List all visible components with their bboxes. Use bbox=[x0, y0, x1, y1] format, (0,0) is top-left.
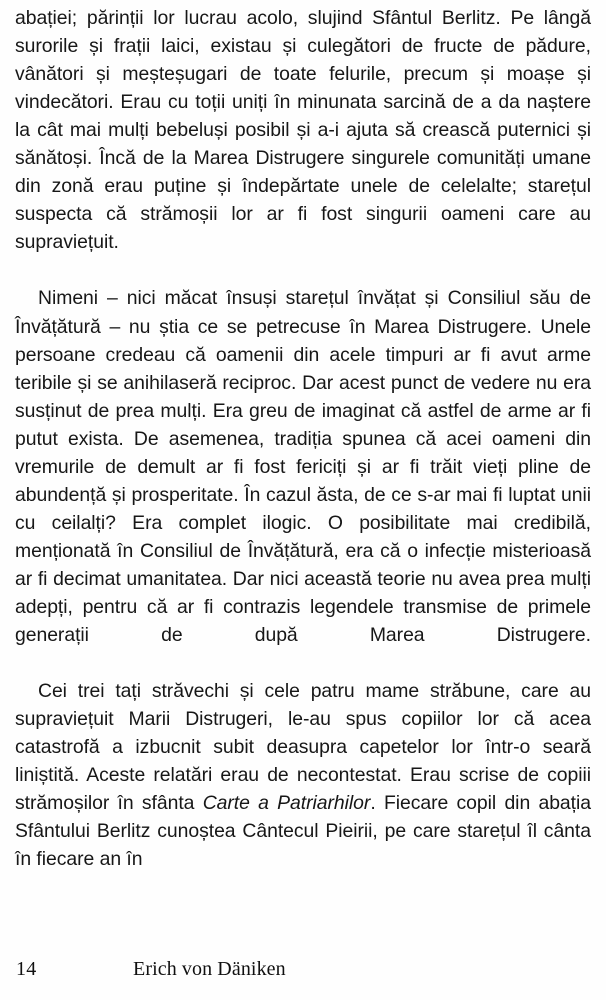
page-number: 14 bbox=[16, 958, 37, 980]
running-head-author: Erich von Däniken bbox=[133, 958, 286, 980]
paragraph-2: Nimeni – nici măcat însuși starețul învățat și Consiliul său de Învățătură – nu știa ce se petrecuse în Marea Distrugere. Unele persoane credeau că oamenii din acele timpuri ar fi avut arme teribile și se anihilaseră reciproc. Dar acest punct de vedere nu era susținut de prea mulți. Era greu de imaginat că astfel de arme ar fi putut exista. De asemenea, tradiția spunea că acei oameni din vremurile de demult ar fi fost fericiți și ar fi trăit vieți pline de abundență și prosperitate. În cazul ăsta, de ce s-ar mai fi luptat unii cu ceilalți? Era complet ilogic. O posibilitate mai credibilă, menționată în Consiliul de Învățătură, era că o infecție misterioasă ar fi decimat umanitatea. Dar nici această teorie nu avea prea mulți adepți, pentru că ar fi contrazis legendele transmise de primele generații de după Marea Distrugere. bbox=[15, 287, 591, 647]
page-footer bbox=[0, 955, 606, 995]
paragraph-1: abației; părinții lor lucrau acolo, slujind Sfântul Berlitz. Pe lângă surorile și frații laici, existau și culegători de fructe de pădure, vânători și meșteșugari de toate felurile, precum și moașe și vindecători. Erau cu toții uniți în minunata sarcină de a da naștere la cât mai mulți bebeluși posibil și a-i ajuta să crească puternici și sănătoși. Încă de la Marea Distrugere singurele comunități umane din zonă erau puține și îndepărtate unele de celelalte; starețul suspecta că strămoșii lor ar fi fost singurii oameni care au supraviețuit. bbox=[15, 7, 591, 254]
paragraph-3 bbox=[15, 677, 591, 873]
body-text-block bbox=[15, 4, 591, 873]
book-title-italic: Carte a Patriarhilor bbox=[202, 792, 371, 815]
paragraph-3-segment-1: Cei trei tați străvechi și cele patru mame străbune, care au supraviețuit Marii Distrugeri, le-au spus copiilor lor că acea catastrofă a izbucnit subit deasupra capetelor lor într-o seară liniștită. Aceste relatări erau de necontestat. Erau scrise de copiii strămoșilor în sfânta bbox=[15, 680, 591, 815]
paragraph-3-segment-3: . Fiecare copil din abația Sfântului Berlitz cunoștea Cântecul Pieirii, pe care starețul îl cânta în fiecare an în bbox=[15, 792, 591, 871]
